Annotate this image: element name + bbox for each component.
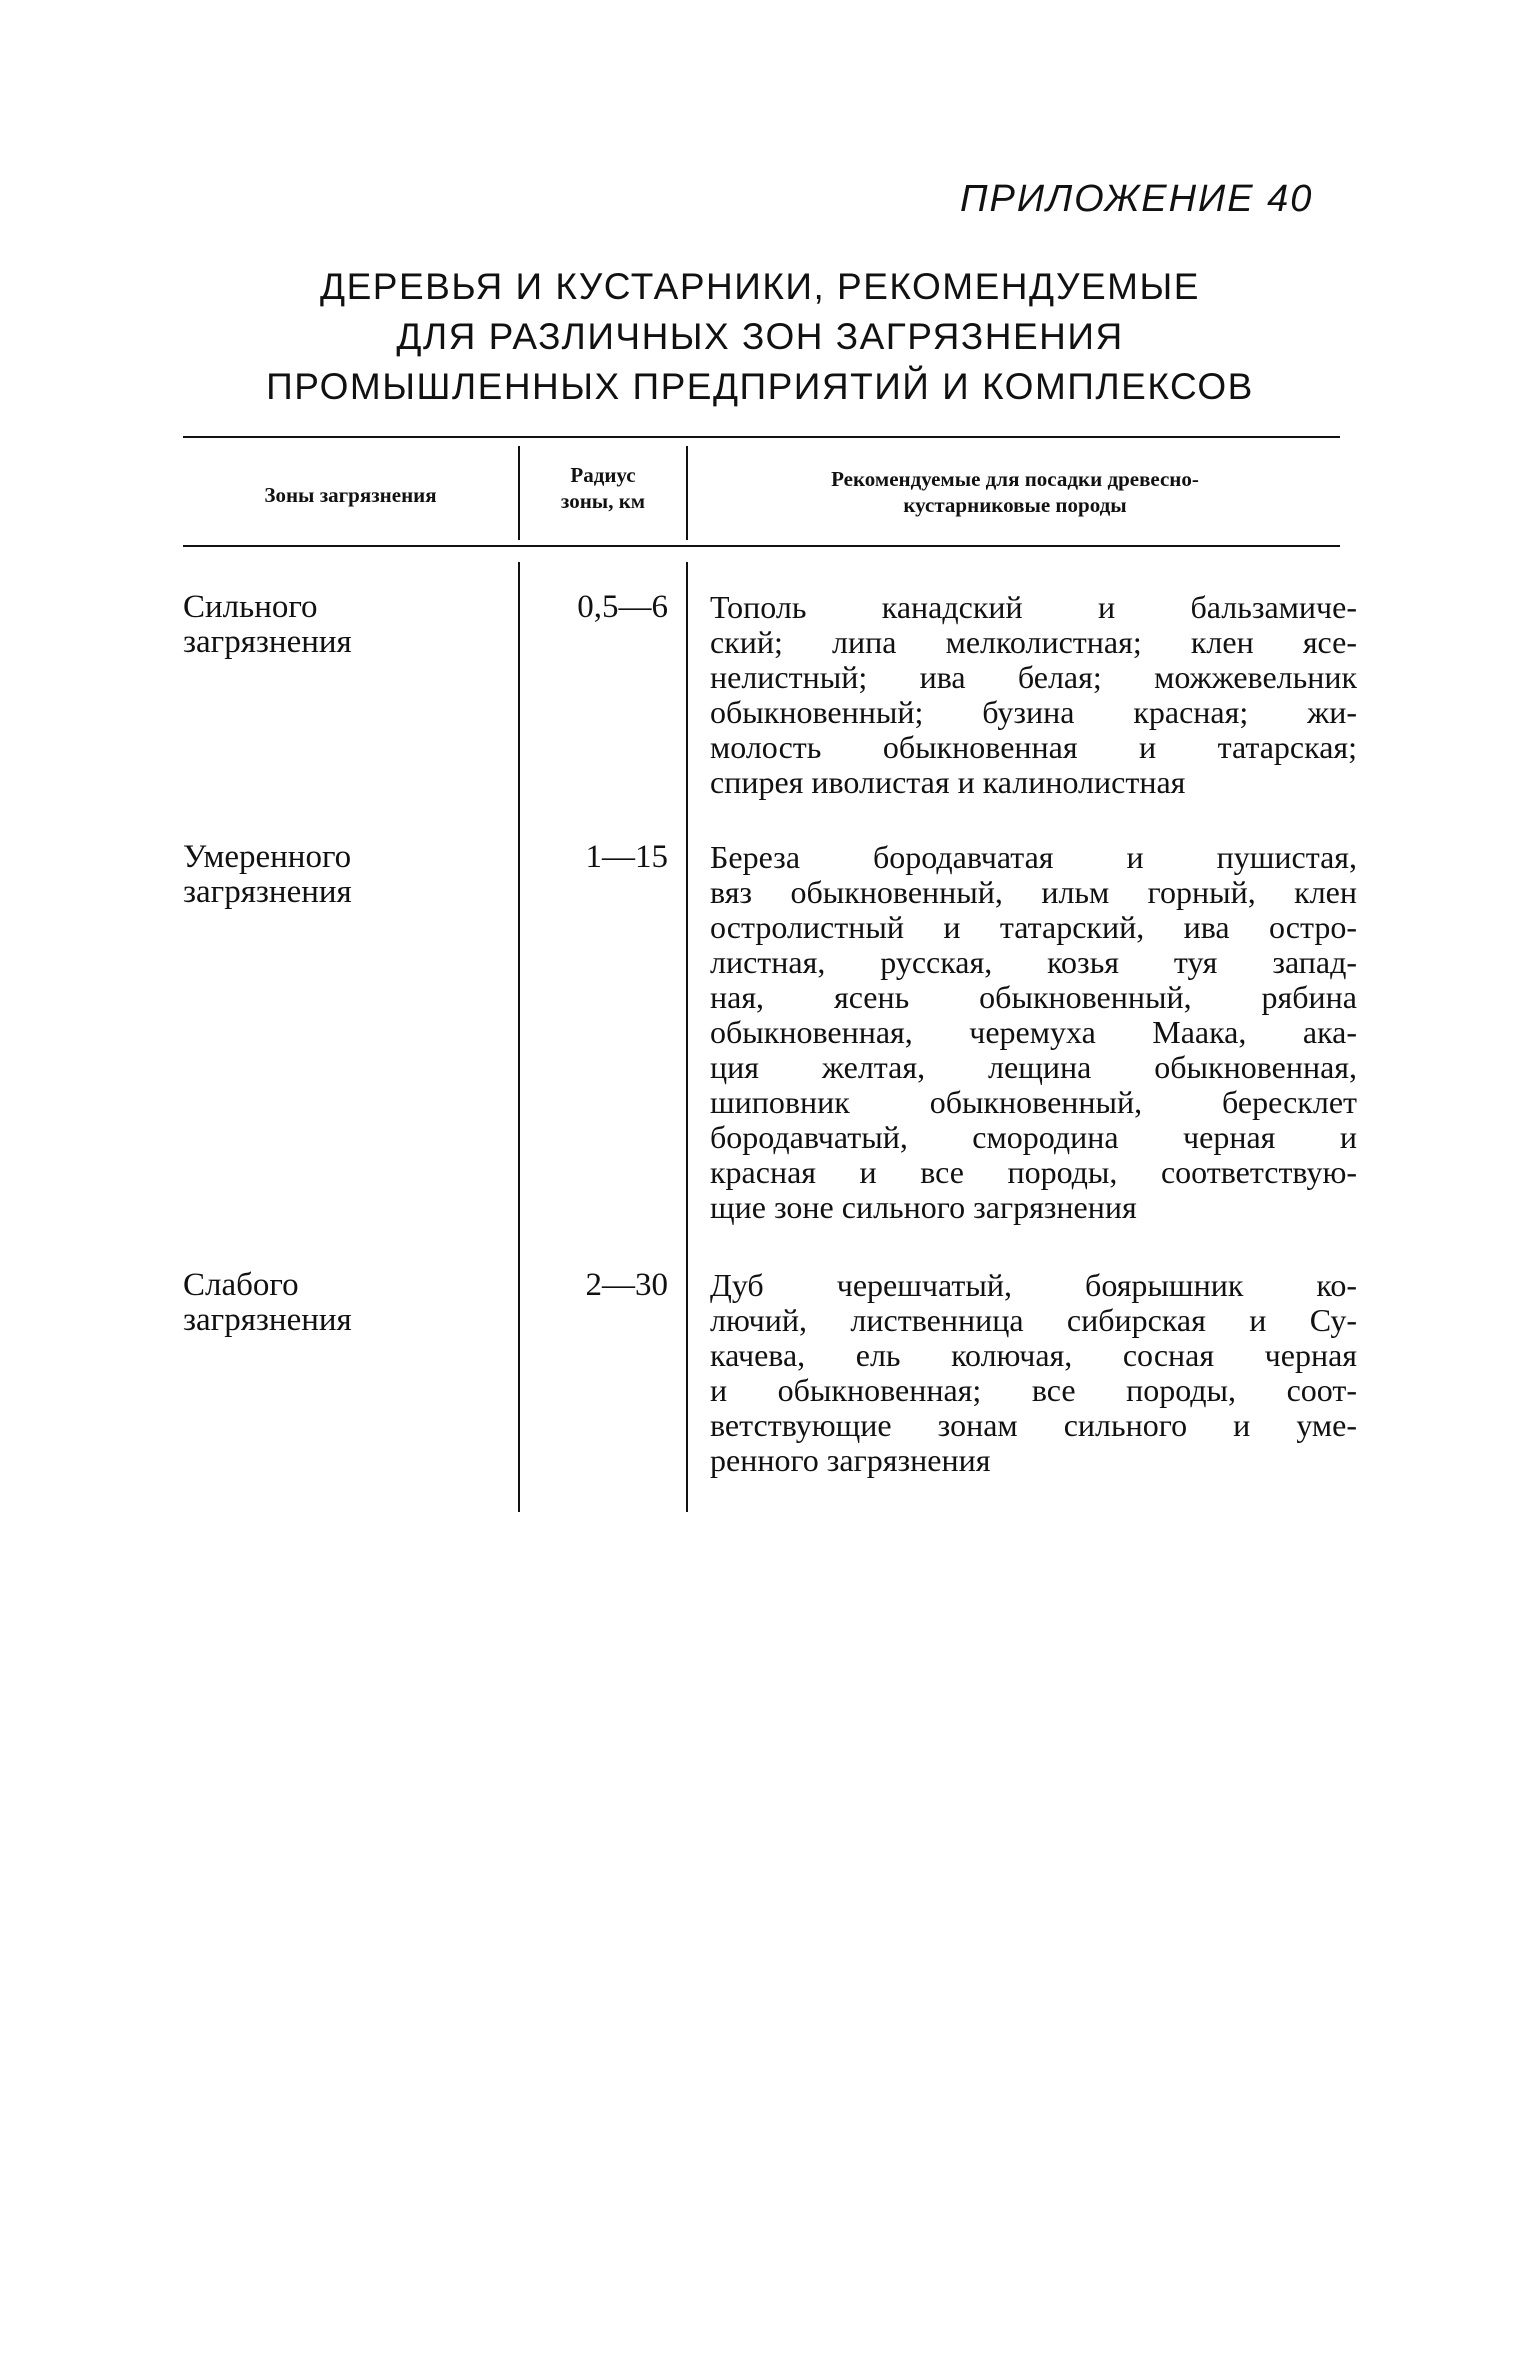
species-line: спирея иволистая и калинолистная (710, 765, 1186, 800)
table-row-zone (183, 590, 503, 660)
table-top-rule (183, 436, 1340, 438)
species-line: молость обыкновенная и татарская; (710, 730, 1357, 765)
page-title (185, 262, 1335, 412)
header-zones-text: Зоны загрязнения (264, 483, 437, 507)
table-row-species (710, 1268, 1357, 1478)
body-separator-2 (686, 562, 688, 1512)
species-line: лючий, лиственница сибирская и Су- (710, 1303, 1357, 1338)
header-zones (183, 482, 518, 508)
species-line: ветствующие зонам сильного и уме- (710, 1408, 1357, 1443)
zone-line: загрязнения (183, 624, 352, 660)
species-line: листная, русская, козья туя запад- (710, 945, 1357, 980)
title-line: ДЕРЕВЬЯ И КУСТАРНИКИ, РЕКОМЕНДУЕМЫЕ (320, 266, 1200, 307)
species-line: красная и все породы, соответствую- (710, 1155, 1357, 1190)
header-separator-2 (686, 446, 688, 540)
species-line: Береза бородавчатая и пушистая, (710, 840, 1357, 875)
species-line: щие зоне сильного загрязнения (710, 1190, 1137, 1225)
species-line: обыкновенный; бузина красная; жи- (710, 695, 1357, 730)
table-row-zone (183, 1268, 503, 1338)
species-line: ция желтая, лещина обыкновенная, (710, 1050, 1357, 1085)
zone-line: загрязнения (183, 874, 352, 910)
title-line: ПРОМЫШЛЕННЫХ ПРЕДПРИЯТИЙ И КОМПЛЕКСОВ (266, 366, 1254, 407)
species-line: нелистный; ива белая; можжевельник (710, 660, 1357, 695)
species-line: ский; липа мелколистная; клен ясе- (710, 625, 1357, 660)
header-radius-line: зоны, км (560, 489, 646, 513)
species-line: обыкновенная, черемуха Маака, ака- (710, 1015, 1357, 1050)
table-row-species (710, 840, 1357, 1225)
zone-line: Слабого (183, 1267, 299, 1303)
species-line: ренного загрязнения (710, 1443, 991, 1478)
species-line: ная, ясень обыкновенный, рябина (710, 980, 1357, 1015)
table-row-radius: 1—15 (585, 839, 668, 875)
species-line: качева, ель колючая, сосная черная (710, 1338, 1357, 1373)
header-bottom-rule (183, 545, 1340, 547)
species-line: шиповник обыкновенный, бересклет (710, 1085, 1357, 1120)
species-line: Тополь канадский и бальзамиче- (710, 590, 1357, 625)
appendix-label: ПРИЛОЖЕНИЕ 40 (960, 178, 1314, 220)
header-species (690, 466, 1340, 518)
header-species-line: кустарниковые породы (903, 493, 1127, 517)
zone-line: загрязнения (183, 1302, 352, 1338)
body-separator-1 (518, 562, 520, 1512)
title-line: ДЛЯ РАЗЛИЧНЫХ ЗОН ЗАГРЯЗНЕНИЯ (396, 316, 1124, 357)
table-row-radius: 0,5—6 (577, 589, 668, 625)
table-row-species (710, 590, 1357, 800)
zone-line: Умеренного (183, 839, 352, 875)
zone-line: Сильного (183, 589, 318, 625)
table-row-zone (183, 840, 503, 910)
header-species-line: Рекомендуемые для посадки древесно- (831, 467, 1199, 491)
species-line: остролистный и татарский, ива остро- (710, 910, 1357, 945)
species-line: Дуб черешчатый, боярышник ко- (710, 1268, 1357, 1303)
species-line: бородавчатый, смородина черная и (710, 1120, 1357, 1155)
species-line: вяз обыкновенный, ильм горный, клен (710, 875, 1357, 910)
header-radius-line: Радиус (570, 463, 636, 487)
header-radius (520, 462, 686, 514)
species-line: и обыкновенная; все породы, соот- (710, 1373, 1357, 1408)
table-row-radius: 2—30 (585, 1267, 668, 1303)
